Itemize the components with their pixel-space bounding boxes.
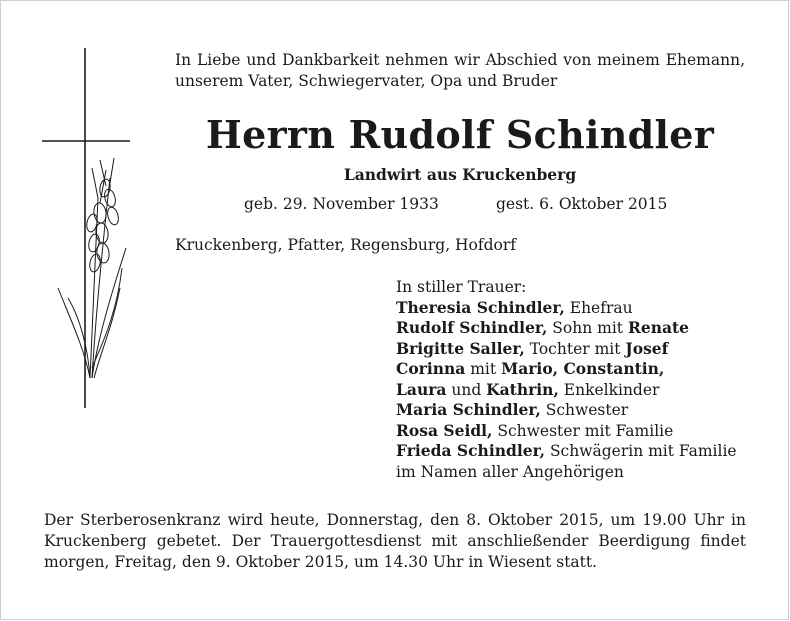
cross-with-wheat-icon [40, 48, 140, 408]
deceased-name: Herrn Rudolf Schindler [205, 112, 715, 157]
mourner-row: Maria Schindler, Schwester [396, 400, 629, 419]
mourner-row: Brigitte Saller, Tochter mit Josef [396, 338, 669, 358]
mourner-row: Rosa Seidl, Schwester mit Familie [396, 420, 674, 440]
mourner-row: Frieda Schindler, Schwägerin mit Familie [396, 441, 737, 460]
birth-date: geb. 29. November 1933 [244, 195, 439, 213]
mourner-row: Corinna mit Mario, Constantin, [396, 359, 665, 378]
mourner-row: Theresia Schindler, Ehefrau [396, 297, 633, 317]
service-details: Der Sterberosenkranz wird heute, Donnerstag, den 8. Oktober 2015, um 19.00 Uhr in Kruckenberg gebetet. Der Trauergottesdienst mit anschließender Beerdigung findet morgen, Freitag, den 9. Oktober 2015, um 14.30 Uhr in Wiesent statt. [44, 511, 746, 571]
mourners-block [396, 277, 737, 482]
death-date: gest. 6. Oktober 2015 [496, 195, 668, 213]
mourner-row: Laura und Kathrin, Enkelkinder [396, 379, 660, 399]
mourner-row: Rudolf Schindler, Sohn mit Renate [396, 318, 690, 337]
intro-text: In Liebe und Dankbarkeit nehmen wir Abschied von meinem Ehemann, unserem Vater, Schwiegervater, Opa und Bruder [175, 51, 745, 90]
places-list: Kruckenberg, Pfatter, Regensburg, Hofdorf [175, 236, 517, 254]
mourners-footer: im Namen aller Angehörigen [396, 462, 624, 481]
deceased-occupation: Landwirt aus Kruckenberg [343, 165, 577, 184]
mourning-intro: In stiller Trauer: [396, 278, 527, 296]
